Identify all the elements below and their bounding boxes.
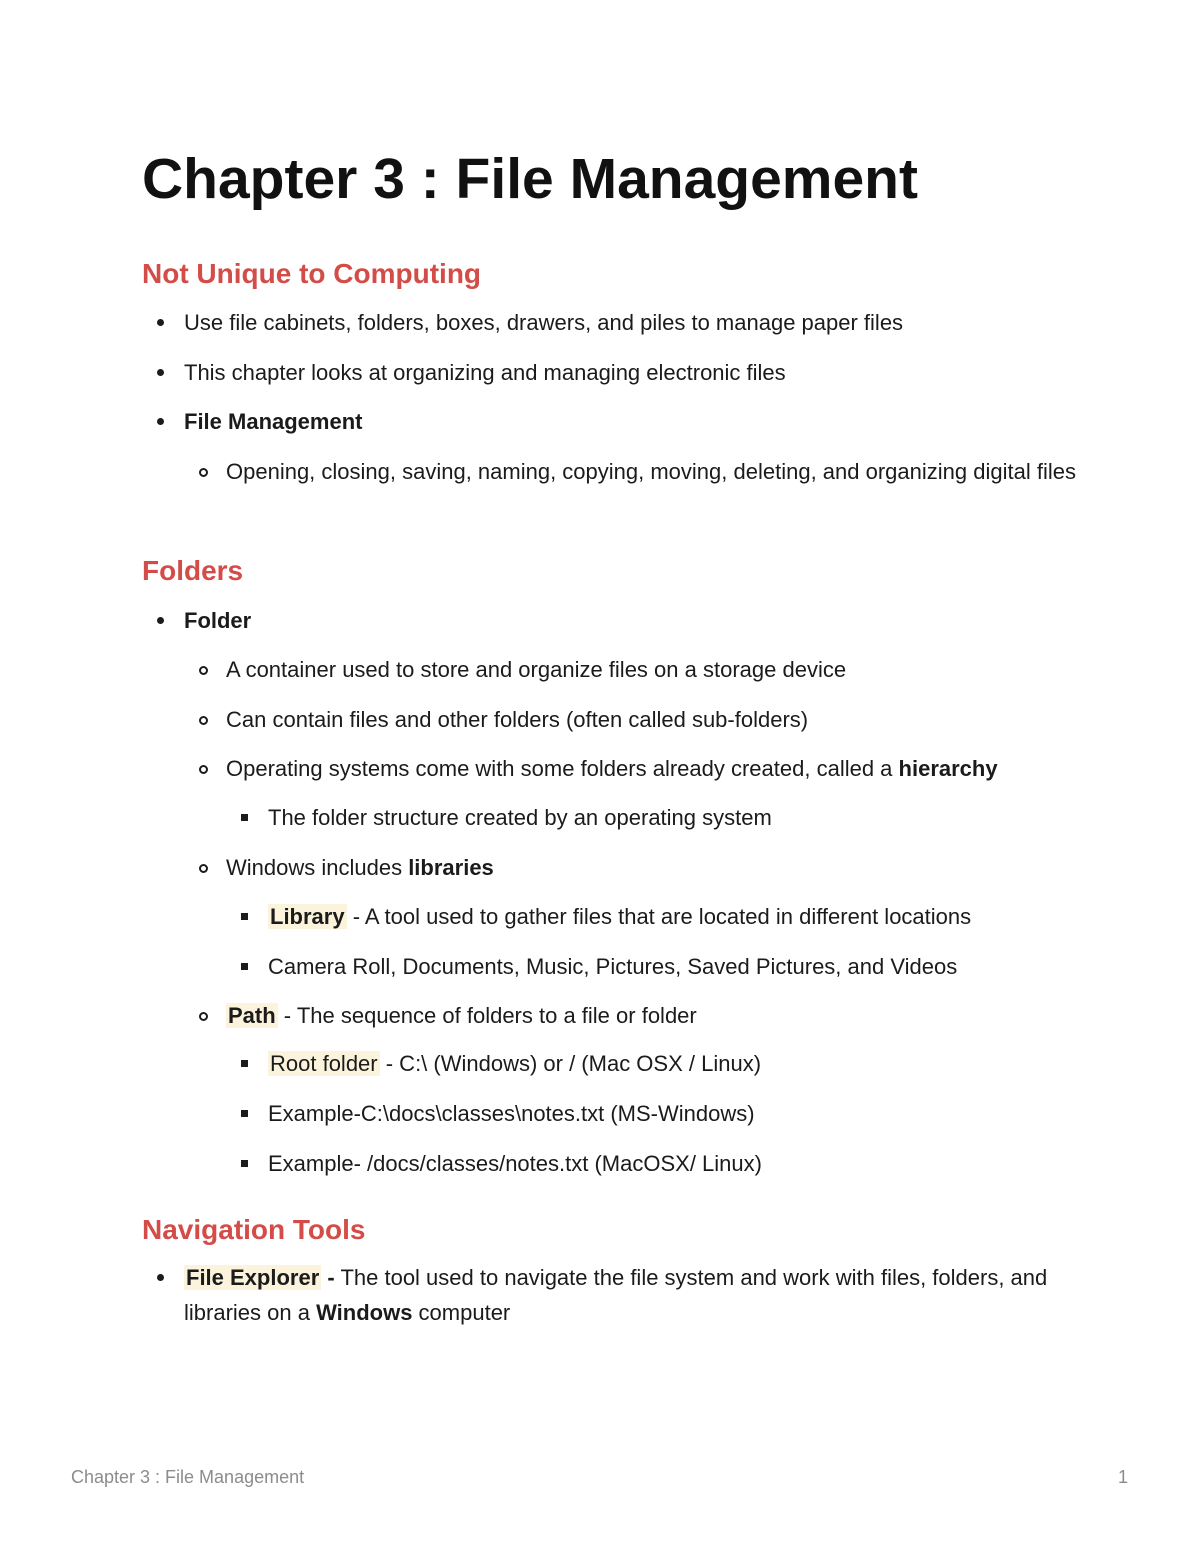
square-bullet-icon	[241, 1060, 248, 1067]
disc-bullet-icon	[157, 617, 164, 624]
list-item	[268, 899, 1088, 934]
item-term: File Management	[184, 409, 363, 434]
disc-bullet-icon	[157, 418, 164, 425]
list-item	[226, 702, 1086, 737]
circle-bullet-icon	[199, 716, 208, 725]
list-item	[226, 998, 1086, 1033]
square-bullet-icon	[241, 963, 248, 970]
highlighted-term: Path	[228, 1003, 276, 1028]
square-bullet-icon	[241, 913, 248, 920]
item-text: Opening, closing, saving, naming, copying, moving, deleting, and organizing digital files	[226, 459, 1076, 484]
footer-title: Chapter 3 : File Management	[71, 1467, 305, 1487]
circle-bullet-icon	[199, 765, 208, 774]
footer-page-number: 1	[1118, 1467, 1129, 1487]
item-text: The tool used to navigate the file system and work with files, folders, and libraries on a	[184, 1265, 1048, 1325]
list-item	[226, 454, 1086, 489]
list-item	[268, 1096, 1088, 1131]
circle-bullet-icon	[199, 864, 208, 873]
item-text: Camera Roll, Documents, Music, Pictures, Saved Pictures, and Videos	[268, 954, 958, 979]
list-item	[226, 652, 1086, 687]
disc-bullet-icon	[157, 369, 164, 376]
item-term: libraries	[408, 855, 494, 880]
item-text: Windows includes	[226, 855, 409, 880]
item-text: Can contain files and other folders (often called sub-folders)	[226, 707, 809, 732]
item-term: Folder	[184, 608, 252, 633]
item-text: This chapter looks at organizing and managing electronic files	[184, 360, 786, 385]
item-text: The folder structure created by an operating system	[268, 805, 772, 830]
section-heading-not-unique: Not Unique to Computing	[142, 258, 482, 289]
item-term: Windows	[316, 1300, 413, 1325]
page-title: Chapter 3 : File Management	[142, 147, 918, 211]
item-text: Use file cabinets, folders, boxes, drawers, and piles to manage paper files	[184, 310, 904, 335]
list-item	[184, 603, 1084, 638]
item-text: - A tool used to gather files that are located in different locations	[346, 904, 972, 929]
list-item	[268, 949, 1088, 984]
list-item	[184, 305, 1084, 340]
item-text: Operating systems come with some folders already created, called a	[226, 756, 899, 781]
list-item	[184, 355, 1084, 390]
disc-bullet-icon	[157, 1274, 164, 1281]
item-text: Example- /docs/classes/notes.txt (MacOSX/ Linux)	[268, 1151, 762, 1176]
list-item	[184, 1260, 1084, 1330]
list-item	[226, 751, 1086, 786]
list-item	[184, 404, 1084, 439]
item-text: computer	[412, 1300, 511, 1325]
circle-bullet-icon	[199, 1012, 208, 1021]
item-text: Example-C:\docs\classes\notes.txt (MS-Windows)	[268, 1101, 755, 1126]
highlighted-term: Library	[270, 904, 345, 929]
section-heading-navigation-tools: Navigation Tools	[142, 1214, 366, 1245]
list-item	[226, 850, 1086, 885]
square-bullet-icon	[241, 1160, 248, 1167]
square-bullet-icon	[241, 1110, 248, 1117]
item-text: - The sequence of folders to a file or folder	[277, 1003, 697, 1028]
disc-bullet-icon	[157, 319, 164, 326]
list-item	[268, 1146, 1088, 1181]
section-heading-folders: Folders	[142, 555, 244, 586]
highlighted-term: Root folder	[270, 1051, 378, 1076]
circle-bullet-icon	[199, 468, 208, 477]
item-dash: -	[321, 1265, 335, 1290]
item-text: A container used to store and organize files on a storage device	[226, 657, 847, 682]
list-item	[268, 800, 1088, 835]
list-item	[268, 1046, 1088, 1081]
square-bullet-icon	[241, 814, 248, 821]
circle-bullet-icon	[199, 666, 208, 675]
highlighted-term: File Explorer	[186, 1265, 320, 1290]
item-term: hierarchy	[898, 756, 998, 781]
item-text: - C:\ (Windows) or / (Mac OSX / Linux)	[379, 1051, 762, 1076]
